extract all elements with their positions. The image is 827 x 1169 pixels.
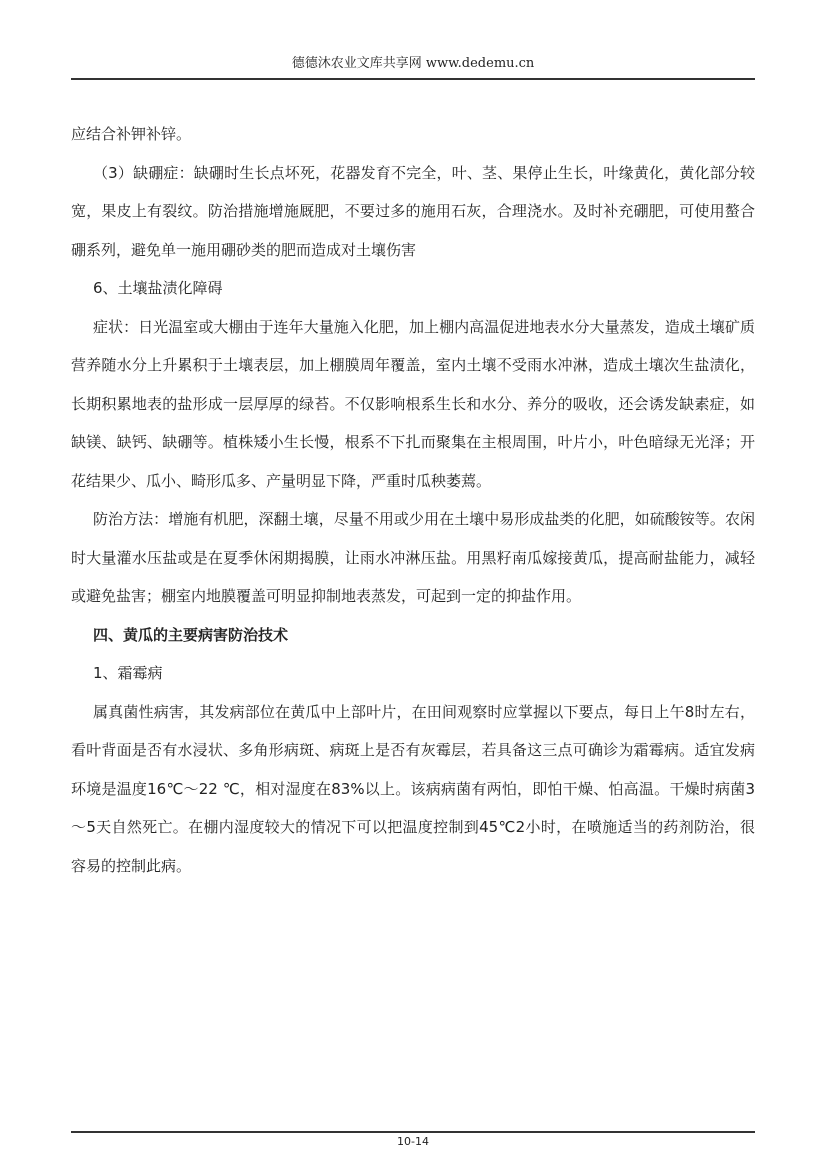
page-header: 德德沐农业文库共享网 www.dedemu.cn	[291, 56, 535, 71]
chapter-heading-diseases: 四、黄瓜的主要病害防治技术	[93, 625, 289, 644]
page-number: 10-14	[397, 1135, 429, 1148]
paragraph-downy-mildew: 属真菌性病害，其发病部位在黄瓜中上部叶片，在田间观察时应掌握以下要点，每日上午8时左右，看叶背面是否有水浸状、多角形病斑、病斑上是否有灰霉层，若具备这三点可确诊为霜霉病。适宜发病环境是温度16℃～22 ℃，相对湿度在83%以上。该病病菌有两怕，即怕干燥、怕高温。干燥时病菌3～5天自然死亡。在棚内湿度较大的情况下可以把温度控制到45℃2小时，在喷施适当的药剂防治，很容易的控制此病。	[71, 702, 755, 875]
footer-rule	[71, 1131, 755, 1133]
header-rule	[71, 78, 755, 80]
paragraph-prevention: 防治方法：增施有机肥，深翻土壤，尽量不用或少用在土壤中易形成盐类的化肥，如硫酸铵等。农闲时大量灌水压盐或是在夏季休闲期揭膜，让雨水冲淋压盐。用黑籽南瓜嫁接黄瓜，提高耐盐能力，减轻或避免盐害；棚室内地膜覆盖可明显抑制地表蒸发，可起到一定的抑盐作用。	[71, 510, 755, 605]
paragraph-zinc-continuation: 应结合补钾补锌。	[71, 125, 192, 143]
section-title-soil-salinization: 6、土壤盐渍化障碍	[93, 279, 223, 297]
document-body	[71, 115, 755, 885]
section-title-downy-mildew: 1、霜霉病	[93, 664, 163, 682]
paragraph-symptoms: 症状：日光温室或大棚由于连年大量施入化肥，加上棚内高温促进地表水分大量蒸发，造成土壤矿质营养随水分上升累积于土壤表层，加上棚膜周年覆盖，室内土壤不受雨水冲淋，造成土壤次生盐渍化，长期积累地表的盐形成一层厚厚的绿苔。不仅影响根系生长和水分、养分的吸收，还会诱发缺素症，如缺镁、缺钙、缺硼等。植株矮小生长慢，根系不下扎而聚集在主根周围，叶片小，叶色暗绿无光泽；开花结果少、瓜小、畸形瓜多、产量明显下降，严重时瓜秧萎蔫。	[71, 317, 755, 490]
paragraph-boron-deficiency: （3）缺硼症：缺硼时生长点坏死，花器发育不完全，叶、茎、果停止生长，叶缘黄化，黄化部分较宽，果皮上有裂纹。防治措施增施厩肥，不要过多的施用石灰，合理浇水。及时补充硼肥，可使用螯合硼系列，避免单一施用硼砂类的肥而造成对土壤伤害	[71, 163, 755, 259]
